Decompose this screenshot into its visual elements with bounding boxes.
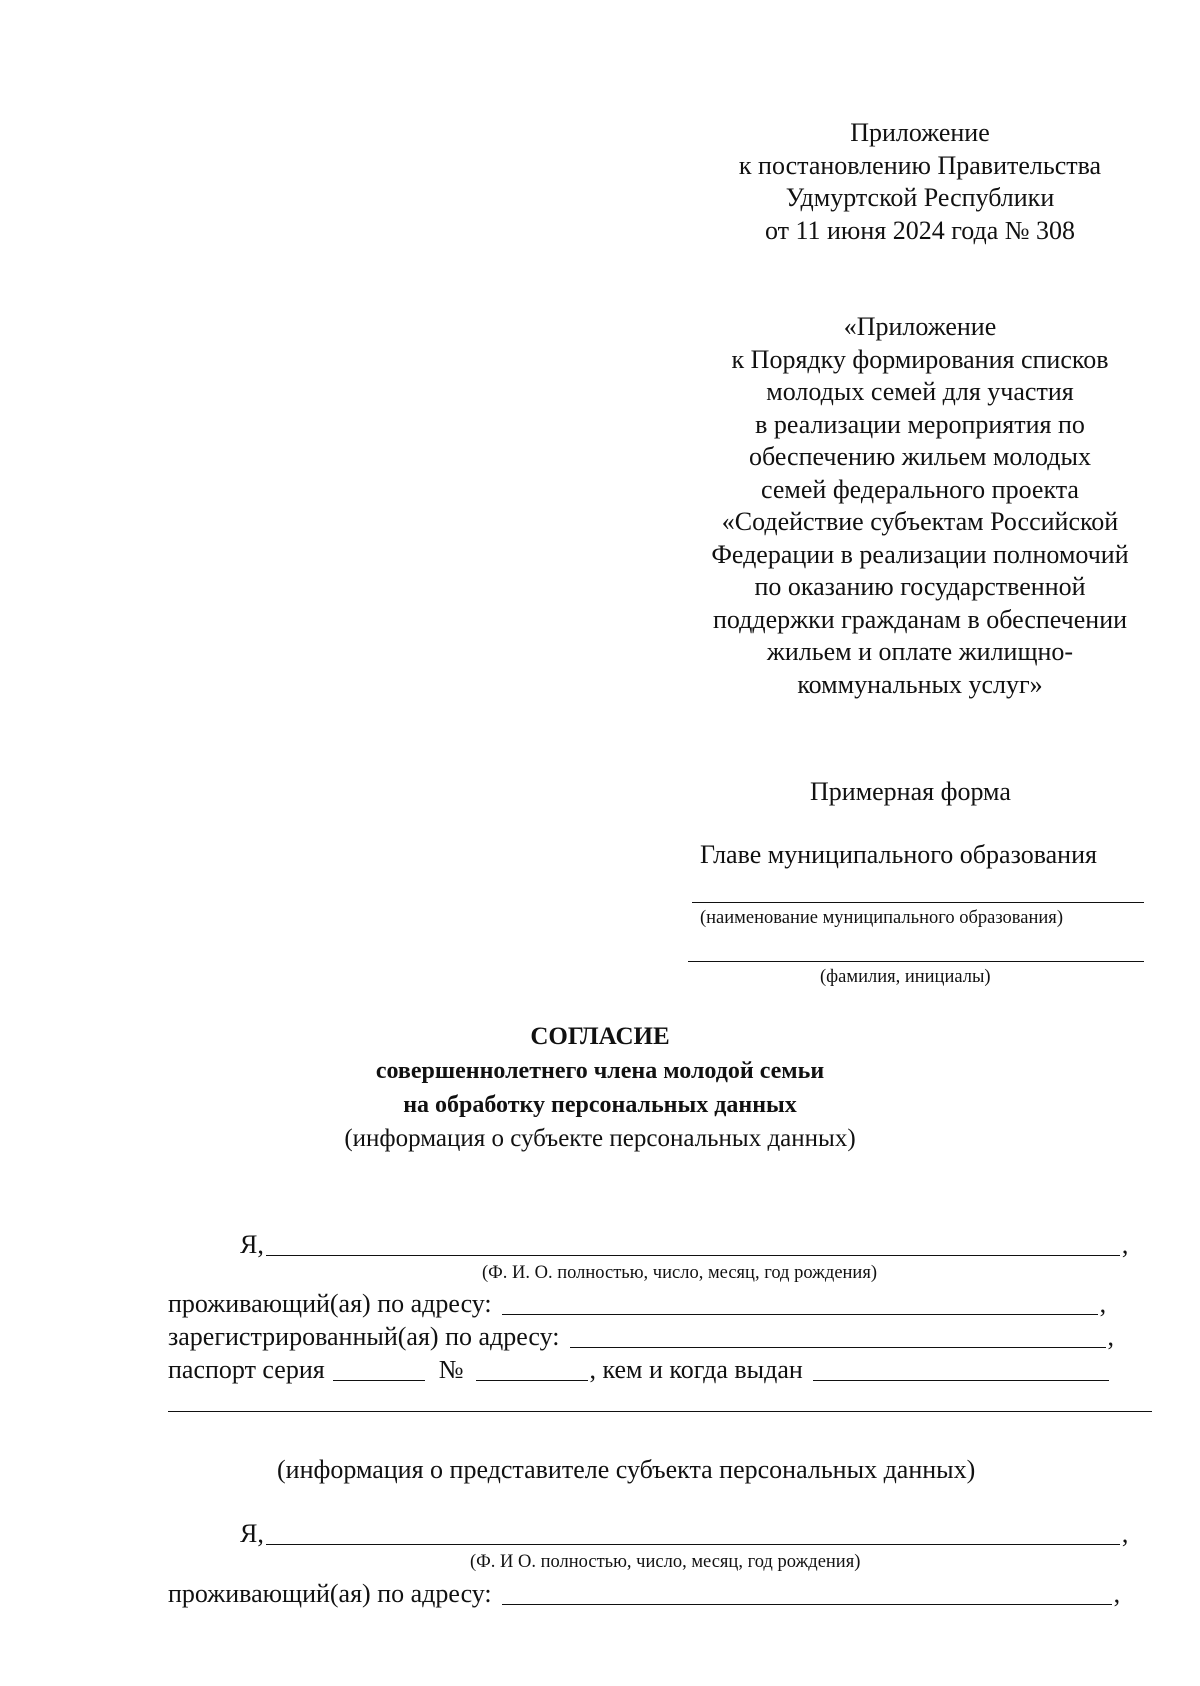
order-appendix-line: семей федерального проекта: [761, 474, 1079, 504]
passport-issued-field[interactable]: [813, 1356, 1109, 1381]
order-appendix-line: по оказанию государственной: [754, 572, 1086, 601]
municipality-caption: (наименование муниципального образования): [700, 908, 1063, 928]
order-appendix-line: поддержки гражданам в обеспечении: [712, 604, 1128, 634]
passport-number-label: №: [438, 1355, 464, 1384]
passport-issued-continuation-line[interactable]: [168, 1411, 1152, 1412]
title-line-2: совершеннолетнего члена молодой семьи: [375, 1058, 825, 1084]
order-appendix-line: к Порядку формирования списков: [731, 344, 1109, 374]
representative-fio-caption: (Ф. И О. полностью, число, месяц, год рождения): [470, 1552, 861, 1572]
subject-registered-label: зарегистрированный(ая) по адресу:: [168, 1322, 560, 1351]
addressee-label: Главе муниципального образования: [700, 840, 1097, 869]
order-appendix-header: [690, 311, 1150, 701]
subject-fio-row: [240, 1229, 1128, 1261]
subject-residing-comma: ,: [1099, 1289, 1107, 1318]
representative-i-label: Я,: [240, 1519, 264, 1548]
order-appendix-line: Федерации в реализации полномочий: [711, 539, 1129, 569]
title-line-3: на обработку персональных данных: [403, 1092, 797, 1118]
subject-registered-row: [168, 1321, 1114, 1353]
representative-fio-row: [240, 1518, 1128, 1550]
appendix-line: Приложение: [850, 118, 990, 147]
order-appendix-line: жильем и оплате жилищно-: [766, 637, 1074, 666]
order-appendix-line: коммунальных услуг»: [797, 669, 1043, 699]
order-appendix-line: обеспечению жильем молодых: [748, 442, 1092, 471]
order-appendix-line: «Приложение: [843, 312, 997, 341]
representative-fio-field[interactable]: [266, 1520, 1120, 1545]
passport-issued-label: , кем и когда выдан: [589, 1355, 803, 1384]
head-name-line[interactable]: [688, 961, 1144, 962]
representative-residing-comma: ,: [1113, 1579, 1121, 1608]
subject-registered-field[interactable]: [570, 1323, 1106, 1348]
subject-passport-row: [168, 1354, 1111, 1386]
consent-title: [300, 1020, 900, 1156]
subject-residing-field[interactable]: [502, 1290, 1098, 1315]
appendix-line: к постановлению Правительства: [738, 150, 1102, 180]
order-appendix-line: молодых семей для участия: [766, 377, 1074, 406]
subject-residing-row: [168, 1288, 1106, 1320]
appendix-line: от 11 июня 2024 года № 308: [764, 215, 1076, 245]
order-appendix-line: «Содействие субъектам Российской: [721, 507, 1119, 536]
subject-fio-field[interactable]: [266, 1231, 1120, 1256]
passport-series-label: паспорт серия: [168, 1355, 325, 1384]
subject-fio-caption: (Ф. И. О. полностью, число, месяц, год рождения): [482, 1263, 877, 1283]
title-main: СОГЛАСИЕ: [530, 1023, 670, 1050]
representative-heading: (информация о представителе субъекта персональных данных): [277, 1455, 976, 1484]
passport-number-field[interactable]: [476, 1356, 588, 1381]
representative-residing-label: проживающий(ая) по адресу:: [168, 1579, 492, 1608]
appendix-header: [690, 117, 1150, 247]
sample-form-label: Примерная форма: [810, 777, 1011, 806]
representative-residing-field[interactable]: [502, 1580, 1112, 1605]
passport-series-field[interactable]: [333, 1356, 425, 1381]
subject-i-label: Я,: [240, 1230, 264, 1259]
subject-registered-comma: ,: [1107, 1322, 1115, 1351]
order-appendix-line: в реализации мероприятия по: [755, 409, 1085, 439]
appendix-line: Удмуртской Республики: [785, 183, 1055, 212]
head-name-caption: (фамилия, инициалы): [820, 967, 991, 987]
representative-residing-row: [168, 1578, 1120, 1610]
title-subtitle: (информация о субъекте персональных данных): [344, 1125, 856, 1152]
subject-residing-label: проживающий(ая) по адресу:: [168, 1289, 492, 1318]
representative-fio-comma: ,: [1121, 1519, 1129, 1548]
municipality-name-line[interactable]: [692, 902, 1144, 903]
subject-fio-comma: ,: [1121, 1230, 1129, 1259]
